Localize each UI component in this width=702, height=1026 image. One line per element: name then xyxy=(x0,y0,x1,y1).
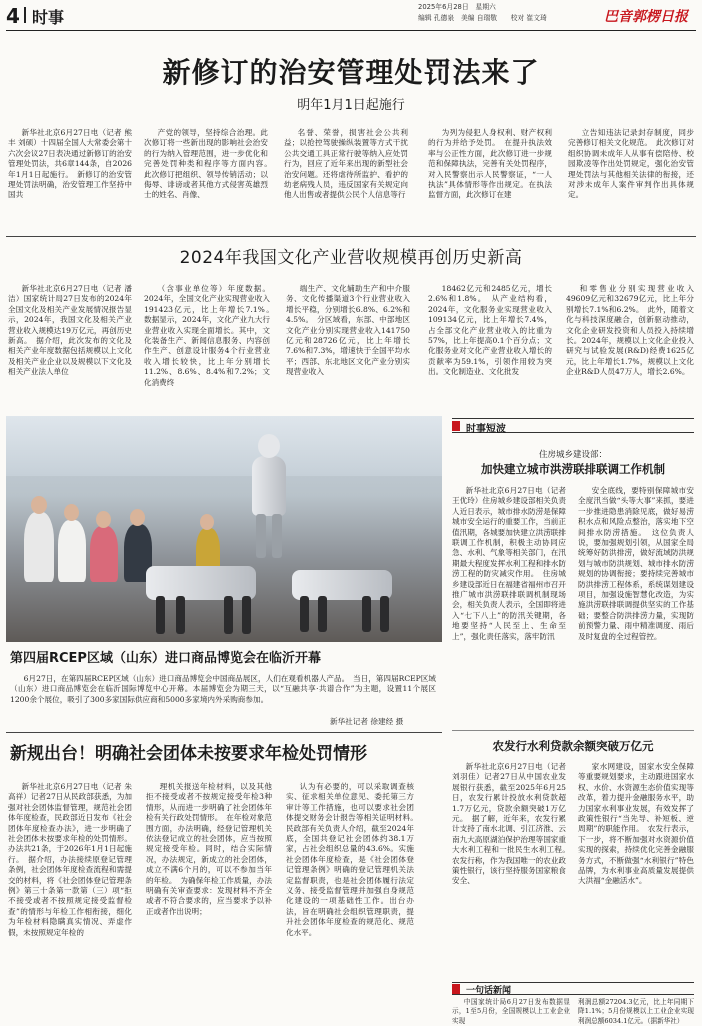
robot-dog-leg xyxy=(242,596,251,634)
brief-section-label: 时事短波 xyxy=(466,424,506,435)
flood-col-2: 安全底线，要特别保障城市安全度汛当做“头等大事”来抓，要进一步推进隐患消除见底，做好易涝积水点和风险点整治，落实地下空间排水防涝措施。 这位负责人说，要加强规划引领，从国家全局统筹好防洪排涝，做好流域防洪规划与城市防洪规划、城市排水防涝规划的协调衔接；要持续完善城市防洪排涝工程体系，系统谋划建设项目，加强设施智慧化改造，为实施洪涝联排联调提供坚实的工作基础；要整合防洪排涝力量，实现防前预警力量、雨中精准调度、雨后及时复盘的全过程管控。 xyxy=(578,486,694,641)
issue-date: 2025年6月28日 星期六 xyxy=(418,3,496,11)
culture-col-1: 新华社北京6月27日电（记者 潘洁）国家统计局27日发布的2024年全国文化及相关产业发展情况报告显示，2024年，我国文化及相关产业营业收入规模达19万亿元，再创历史新高。 据介绍，此次发布的文化及相关产业年度数据包括规模以上文化及相关产业企业以及规模以下文化及相关产业法人单位 xyxy=(8,284,132,377)
news-line-bar xyxy=(452,982,694,995)
agri-col-1: 新华社北京6月27日电（记者 刘羽佳）记者27日从中国农业发展银行获悉，截至2025年6月25日，农发行累计投放水利贷款超1.7万亿元，贷款余额突破1万亿元。 据了解，近年来，农发行累计支持了南水北调、引江济淮、云南九大高原湖泊保护治理等国家重大水利工程和一批民生水利工程。 农发行称，作为我国唯一的农业政策性银行，该行坚持服务国家粮食安全、 xyxy=(452,762,574,886)
lead-headline: 新修订的治安管理处罚法来了 xyxy=(162,56,540,89)
photo-visitor-head xyxy=(200,514,214,530)
robot-dog-leg xyxy=(380,596,389,632)
robot-dog-leg xyxy=(224,596,233,634)
section-divider xyxy=(6,236,696,237)
page-header xyxy=(0,0,702,30)
photo-visitor xyxy=(24,512,54,582)
lead-subheadline: 明年1月1日起施行 xyxy=(297,98,405,113)
robot-dog-leg xyxy=(176,596,185,634)
robot-dog-leg xyxy=(156,596,165,634)
news-line-label: 一句话新闻 xyxy=(466,986,512,996)
humanoid-robot-leg xyxy=(256,514,266,558)
news-line-marker xyxy=(452,984,460,994)
photo-credit: 新华社记者 徐建经 摄 xyxy=(330,717,404,726)
lead-col-2: 产党的领导，坚持综合治理。此次修订将一些新出现的影响社会治安的行为纳入管理范围，进一步优化和完善处罚种类和程序等方面内容。 此次修订把组织、领导传销活动；以侮辱、诽谤或者其他方式侵害英雄烈士的姓名、肖像、 xyxy=(144,128,276,200)
lead-col-4: 为列为侵犯人身权利、财产权利的行为并给予处罚。 在提升执法效率与公正性方面，此次修订进一步规范和保障执法，完善有关处罚程序，对入民警察出示人民警察证，“一人执法”具体情形等作出规定。在执法监督方面，此次修订在建 xyxy=(428,128,552,200)
photo-caption-title: 第四届RCEP区域（山东）进口商品博览会在临沂开幕 xyxy=(10,651,321,666)
flood-headline: 加快建立城市洪涝联排联调工作机制 xyxy=(481,462,665,476)
header-divider xyxy=(24,7,26,23)
header-rule xyxy=(6,30,696,31)
lead-col-3: 名誉、荣誉，损害社会公共利益；以抢控驾驶操纵装置等方式干扰公共交通工具正常行驶等纳入应处罚行为，回应了近年来出现的新型社会治安问题。还将虐待所监护、看护的幼老病残人员，违反国家有关规定向他人出售或者提供公民个人信息等行 xyxy=(284,128,408,200)
photo-visitor-head xyxy=(96,511,111,528)
social-col-2: 理机关报送年检材料，以及其他拒不接受或者不按规定接受年检3种情形，从而进一步明确了社会团体年检有关行政处罚情形。 在年检对象范围方面，办法明确，经登记管理机关依法登记成立的社会团体，应当按照规定接受年检。同时，结合实际情况，办法规定，新成立的社会团体，成立不满6个月的，可以不参加当年的年检。 为确保年检工作质量，办法明确有关审查要求：发现材料不齐全或者不符合要求的，应当要求予以补正或者作出说明； xyxy=(146,782,272,916)
robot-dog xyxy=(146,566,256,600)
humanoid-robot-leg xyxy=(272,514,282,558)
flood-source: 住房城乡建设部： xyxy=(538,450,607,460)
culture-col-3: 端生产、文化辅助生产和中介服务、文化传播渠道3个行业营业收入增长平稳，分别增长6.8%、6.2%和4.5%。 分区域看，东部、中部地区文化产业分别实现营业收入141750亿元和28726亿元，比上年增长7.6%和7.3%，增速快于全国平均水平；西部、东北地区文化产业分别实现营业收入 xyxy=(286,284,410,377)
photo-visitor-head xyxy=(64,504,79,521)
culture-col-2: （含事业单位等）年度数据。2024年，全国文化产业实现营业收入191423亿元，比上年增长7.1%。 数据显示，2024年，文化产业九大行业营业收入实现全面增长。其中，文化装备生产、新闻信息服务、内容创作生产、创意设计服务4个行业营业收入增长较快，比上年分别增长11.2%、8.6%、8.4%和7.2%；文化消费终 xyxy=(144,284,278,387)
section-name: 时事 xyxy=(32,8,65,27)
newspaper-logo: 巴音郭楞日报 xyxy=(604,9,688,25)
culture-col-4: 18462亿元和2485亿元，增长2.6%和1.8%。 从产业结构看，2024年，文化服务业实现营业收入109134亿元，比上年增长7.4%，占全部文化产业营业收入的比重为57%，比上年提高0.1个百分点；文化服务业对文化产业营业收入增长的贡献率为59.1%，引领作用较为突出。文化制造业、文化批发 xyxy=(428,284,552,377)
social-col-1: 新华社北京6月27日电（记者 朱高祥）记者27日从民政部获悉，为加强对社会团体监督管理，规范社会团体年度检查，民政部近日发布《社会团体年度检查办法》，进一步明确了社会团体未按要求年检的处罚情形。办法共21条，于2026年1月1日起施行。 据介绍，办法接续原登记管理条例，社会团体年度检查流程和需提交的材料，将《社会团体登记管理条例》第三十条第一款第（三）项“拒不接受或者不按照规定接受监督检查”的情形与年检工作相衔接，细化为年检材料隐瞒真实情况、弄虚作假，未按照规定年检的 xyxy=(8,782,132,937)
robot-dog-leg xyxy=(362,596,371,632)
agri-headline: 农发行水利贷款余额突破万亿元 xyxy=(492,739,654,753)
article-divider xyxy=(6,732,442,733)
brief-divider xyxy=(452,730,694,731)
photo-visitor xyxy=(90,526,118,582)
brief-section-marker xyxy=(452,421,460,431)
lead-col-1: 新华社北京6月27日电（记者 熊丰 刘硕）十四届全国人大常委会第十六次会议27日表决通过新修订的治安管理处罚法，共6章144条，自2026年1月1日起施行。 新修订的治安管理处罚法明确，治安管理工作坚持中国共 xyxy=(8,128,132,200)
social-col-3: 认为有必要的，可以采取调查核实、征求相关单位意见、委托第三方审计等工作措施，也可以要求社会团体提交财务会计报告等相关证明材料。 民政部有关负责人介绍，截至2024年底，全国共登记社会团体约38.1万家，占社会组织总量的43.6%。实施社会团体年度检查，是《社会团体登记管理条例》明确的登记管理机关法定监督职责，也是社会团体履行法定义务、接受监督管理并加强自身规范化建设的一项基础性工作。出台办法，旨在明确社会组织管理职责，提升社会团体年度检查的规范化、规范化水平。 xyxy=(286,782,422,937)
photo-visitor-head xyxy=(31,496,47,514)
editor-line: 编辑 孔德泉 美编 自瑞敬 校对 崔文琦 xyxy=(418,14,547,22)
photo-caption-text: 6月27日，在第四届RCEP区域（山东）进口商品博览会中国商品展区，人们在观看机器人产品。 当日，第四届RCEP区域（山东）进口商品博览会在临沂国际博览中心开幕。本届博览会为期三天，以“互融共享·共谱合作”为主题，设置11个展区1200余个展位，吸引了300多家国际供应商和5000多家境内外采购商参加。 xyxy=(10,674,436,704)
news-line-col-1: 中国家统计局6月27日发布数据显示，1至5月份，全国规模以上工业企业实现 xyxy=(452,998,570,1025)
expo-photo xyxy=(6,416,442,642)
humanoid-robot xyxy=(252,456,286,516)
culture-col-5: 和零售业分别实现营业收入49609亿元和32679亿元，比上年分别增长7.1%和6.2%。 此外，随着文化与科技深度融合，创新驱动推动，文化企业研发投资和人员投入持续增长。2024年，规模以上文化企业投入研究与试验发展(R&D)经费1625亿元，比上年增长1.7%，规模以上文化企业R&D人员47万人，增长2.6%。 xyxy=(566,284,694,377)
agri-col-2: 家水网建设，国家水安全保障等重要规划要求，主动跟进国家水权、水价、水资源生态价值实现等改革，着力提升金融服务水平，助力国家水利事业发展，有效发挥了政策性银行“当先导、补短板、逆周期”的职能作用。 农发行表示，下一步，将不断加强对水资源价值实现的探索，持续优化完善金融服务方式，不断做强“水利银行”特色品牌，为水利事业高质量发展提供大洪福“金融活水”。 xyxy=(578,762,694,886)
page-number: 4 xyxy=(6,4,20,28)
news-line-col-2: 利润总额27204.3亿元，比上年同期下降1.1%；5月份规模以上工业企业实现利润总额6034.1亿元。（据新华社） xyxy=(578,998,694,1025)
robot-dog-leg xyxy=(318,596,327,632)
social-headline: 新规出台！明确社会团体未按要求年检处罚情形 xyxy=(10,744,367,764)
brief-section-bar xyxy=(452,418,694,433)
flood-col-1: 新华社北京6月27日电（记者 王优玲）住房城乡建设部相关负责人近日表示，城市排水防涝是保障城市安全运行的重要工作，当前正值汛期，各城要加快建立洪涝联排联调工作机制，积极主动协同应急、水利、气象等相关部门，在汛期最大程度发挥水利工程和排水防涝工程的防灾减灾作用。 住房城乡建设部近日在福建省福州市召开推广城市洪涝联排联调机制现场会，相关负责人表示，全国即将进入“七下八上”的防汛关键期，各地要坚持“人民至上、生命至上”，强化责任落实，落牢防汛 xyxy=(452,486,566,641)
photo-visitor xyxy=(58,520,86,582)
culture-headline: 2024年我国文化产业营收规模再创历史新高 xyxy=(179,248,523,268)
robot-dog-leg xyxy=(300,596,309,632)
humanoid-robot-head xyxy=(258,434,280,458)
lead-col-5: 立告知违法记录封存制度，同步完善修订相关文化规范。 此次修订对组织协调未成年人从事有偿陪侍、校园欺凌等作出处罚规定，强化治安管理处罚法与其他相关法律的衔接，还对涉未成年人案件审判作出具体规定。 xyxy=(568,128,694,200)
photo-visitor-head xyxy=(130,509,145,526)
photo-backdrop xyxy=(6,416,442,476)
